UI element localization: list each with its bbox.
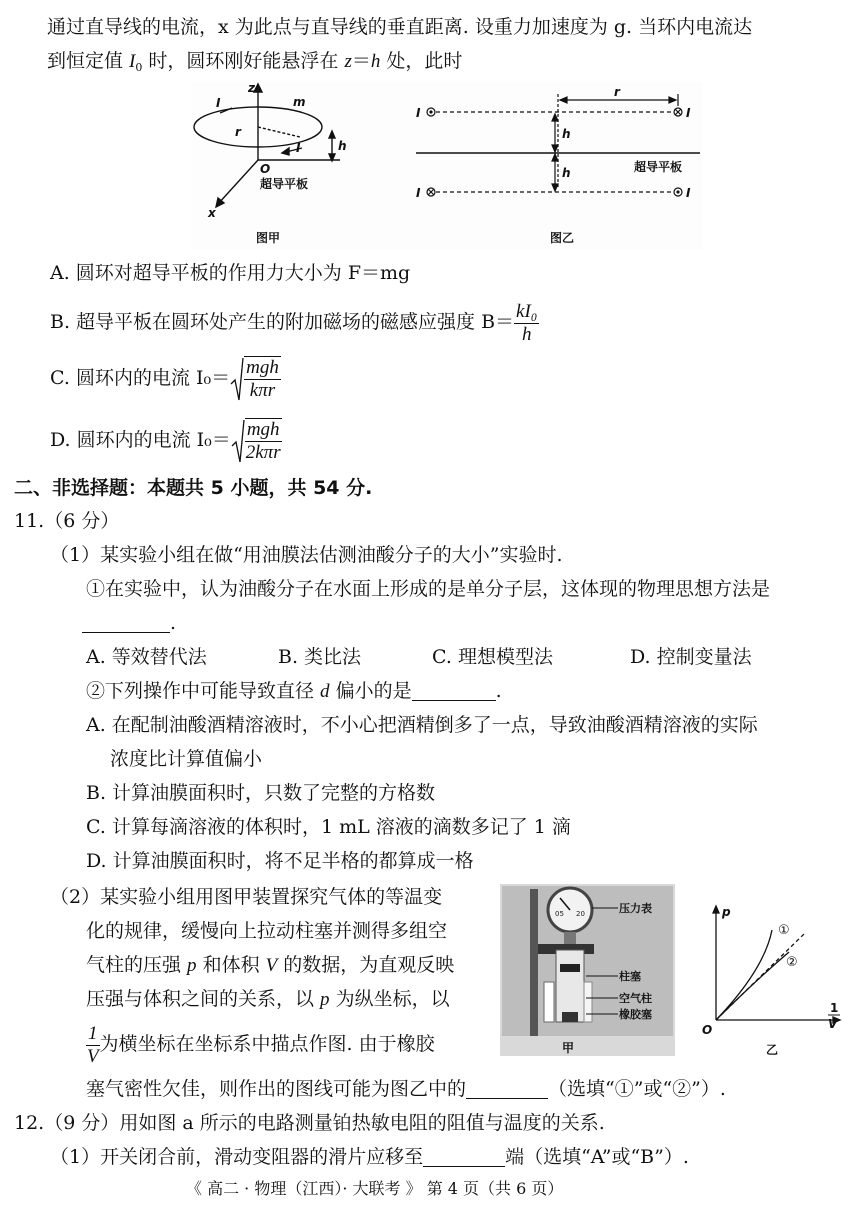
page-footer: 《 高二 · 物理（江西）· 大联考 》 第 4 页（共 6 页） <box>186 1179 564 1198</box>
graph-caption-yi: 乙 <box>766 1043 779 1057</box>
q11-part2-line2: 化的规律，缓慢向上拉动柱塞并测得多组空 <box>86 920 448 942</box>
q11-number: 11.（6 分） <box>14 510 120 532</box>
svg-text:05: 05 <box>555 910 564 918</box>
fig1-yi-h1: h <box>562 127 571 141</box>
q11-sub1-blank-line: . <box>82 610 176 636</box>
q11-sub2: ②下列操作中可能导致直径 d 偏小的是 . <box>86 680 502 702</box>
section-2-heading: 二、非选择题：本题共 5 小题，共 54 分. <box>14 477 373 499</box>
q11-sub1-option-c: C. 理想模型法 <box>432 646 553 668</box>
q12-line1: 12.（9 分）用如图 a 所示的电路测量铂热敏电阻的阻值与温度的关系. <box>14 1112 605 1134</box>
q10-option-a: A. 圆环对超导平板的作用力大小为 F＝mg <box>50 262 411 284</box>
fig1-jia-plate-label: 超导平板 <box>260 177 309 191</box>
figure-p-vs-inverse-v-graph <box>694 900 844 1060</box>
graph-origin-O: O <box>702 1023 713 1037</box>
fig1-yi-I3: I <box>416 186 421 200</box>
graph-axis-p: p <box>722 905 731 919</box>
fig1-label-I1: I <box>216 96 221 110</box>
photo-caption-jia: 甲 <box>562 1041 575 1055</box>
q12-answer-blank[interactable] <box>423 1146 505 1167</box>
q11-part2-answer-blank[interactable] <box>466 1078 548 1099</box>
q11-sub1-option-d: D. 控制变量法 <box>630 646 752 668</box>
fig1-label-O: O <box>260 162 271 176</box>
fig1-label-x: x <box>208 206 216 220</box>
fig1-label-h: h <box>338 139 347 153</box>
fig1-label-z: z <box>248 82 255 95</box>
fig1-yi-h2: h <box>562 166 571 180</box>
figure-apparatus-photo <box>500 884 675 1056</box>
intro-line-1: 通过直导线的电流，x 为此点与直导线的垂直距离. 设重力加速度为 g. 当环内电流达 <box>47 16 753 38</box>
fig1-label-I2: I <box>296 141 301 155</box>
q11-sub2-option-c: C. 计算每滴溶液的体积时，1 mL 溶液的滴数多记了 1 滴 <box>86 816 571 838</box>
q10-option-d: D. 圆环内的电流 I₀＝ $\frac{\text{mgh}}{\text{2kπr}}$ <box>50 419 281 463</box>
q11-sub1-option-b: B. 类比法 <box>278 646 362 668</box>
graph-x-num: 1 <box>830 1001 839 1015</box>
q11-sub2-option-a-line2: 浓度比计算值偏小 <box>110 748 263 770</box>
q11-sub2-answer-blank[interactable] <box>412 680 496 701</box>
q11-part2-line5: $\frac{1}{V}$ 为横坐标在坐标系中描点作图. 由于橡胶 <box>86 1022 435 1067</box>
q11-part2-line6: 塞气密性欠佳，则作出的图线可能为图乙中的 （选填“①”或“②”）. <box>86 1078 726 1100</box>
fig1-label-m: m <box>293 95 306 109</box>
fig1-yi-I4: I <box>686 186 691 200</box>
q10-option-c: C. 圆环内的电流 I₀＝ $\frac{\text{mgh}}{\text{kπr}}$ <box>50 357 279 401</box>
fig1-yi-plate-label: 超导平板 <box>634 160 683 174</box>
q11-sub2-option-b: B. 计算油膜面积时，只数了完整的方格数 <box>86 782 436 804</box>
q11-part2-line4: 压强与体积之间的关系，以 p 为纵坐标，以 <box>86 988 450 1010</box>
q10-option-b: B. 超导平板在圆环处产生的附加磁场的磁感应强度 B＝ $\frac{\text{kI₀}}{h}$ <box>50 300 538 345</box>
figure-ring-and-plate <box>190 82 702 250</box>
fig1-yi-I2: I <box>686 106 691 120</box>
q11-sub1: ①在实验中，认为油酸分子在水面上形成的是单分子层，这体现的物理思想方法是 <box>86 578 771 600</box>
graph-curve-1-label: ① <box>778 923 790 938</box>
fig1-yi-r: r <box>614 85 620 99</box>
graph-curve-2-label: ② <box>786 955 798 970</box>
graph-x-den: V <box>828 1017 838 1031</box>
q11-sub2-option-d: D. 计算油膜面积时，将不足半格的都算成一格 <box>86 850 474 872</box>
svg-text:20: 20 <box>576 910 585 918</box>
q12-line2: （1）开关闭合前，滑动变阻器的滑片应移至 端（选填“A”或“B”）. <box>50 1146 689 1168</box>
q11-part2-line1: （2）某实验小组用图甲装置探究气体的等温变 <box>50 886 443 908</box>
intro-line-2: 到恒定值 $I_0$ 时，圆环刚好能悬浮在 z＝h 处，此时 <box>47 50 463 74</box>
label-rubber-stopper: 橡胶塞 <box>619 1008 652 1021</box>
q11-sub2-option-a-line1: A. 在配制油酸酒精溶液时，不小心把酒精倒多了一点，导致油酸酒精溶液的实际 <box>86 714 758 736</box>
q11-part1: （1）某实验小组在做“用油膜法估测油酸分子的大小”实验时. <box>50 544 563 566</box>
label-pressure-gauge: 压力表 <box>619 902 652 915</box>
fig1-yi-I1: I <box>416 106 421 120</box>
fig1-jia-caption: 图甲 <box>256 231 281 245</box>
label-air-column: 空气柱 <box>619 992 652 1005</box>
fig1-label-r: r <box>235 125 241 139</box>
q11-sub1-option-a: A. 等效替代法 <box>86 646 207 668</box>
q11-sub1-answer-blank[interactable] <box>82 612 170 633</box>
label-plunger: 柱塞 <box>619 970 641 983</box>
fig1-yi-caption: 图乙 <box>550 231 575 245</box>
q11-part2-line3: 气柱的压强 p 和体积 V 的数据，为直观反映 <box>86 954 455 976</box>
